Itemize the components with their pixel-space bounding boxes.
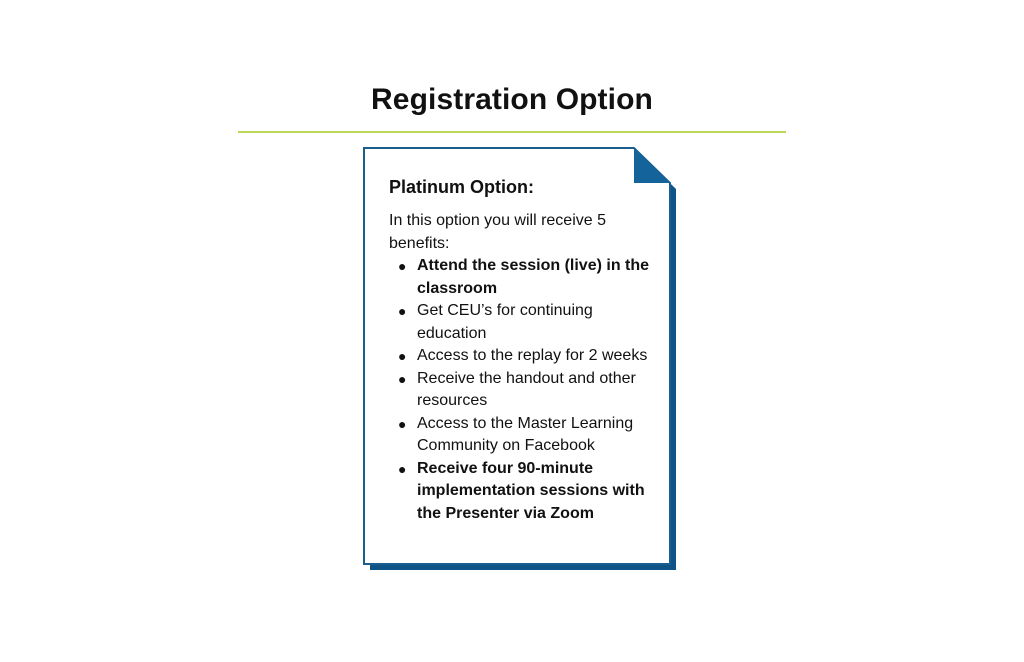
- card-content: [389, 175, 659, 525]
- bullet-icon: ●: [398, 370, 407, 387]
- title-divider: [238, 131, 786, 133]
- benefit-text: Receive the handout and other resources: [417, 369, 636, 409]
- card-heading: Platinum Option:: [389, 177, 534, 197]
- bullet-icon: ●: [398, 415, 407, 432]
- bullet-icon: ●: [398, 348, 407, 364]
- benefit-text: Get CEU’s for continuing education: [417, 302, 593, 342]
- benefit-text: Access to the Master Learning Community on Facebook: [417, 414, 634, 454]
- option-card: [363, 147, 677, 571]
- bullet-icon: ●: [398, 303, 407, 319]
- card-intro: In this option you will receive 5 benefits:: [389, 212, 606, 252]
- benefit-text: Receive four 90-minute implementation sessions with the Presenter via Zoom: [417, 459, 645, 522]
- benefit-text: Access to the replay for 2 weeks: [417, 347, 648, 364]
- benefit-text: Attend the session (live) in the classroom: [417, 257, 650, 297]
- page-title: Registration Option: [371, 83, 653, 116]
- benefit-item: [389, 255, 659, 300]
- benefit-item: [389, 368, 659, 413]
- benefit-item: [389, 458, 659, 526]
- bullet-icon: ●: [398, 258, 407, 274]
- benefit-item: [389, 300, 659, 345]
- bullet-icon: ●: [398, 460, 407, 477]
- benefit-list: [389, 255, 659, 525]
- benefit-item: [389, 345, 659, 368]
- benefit-item: [389, 413, 659, 458]
